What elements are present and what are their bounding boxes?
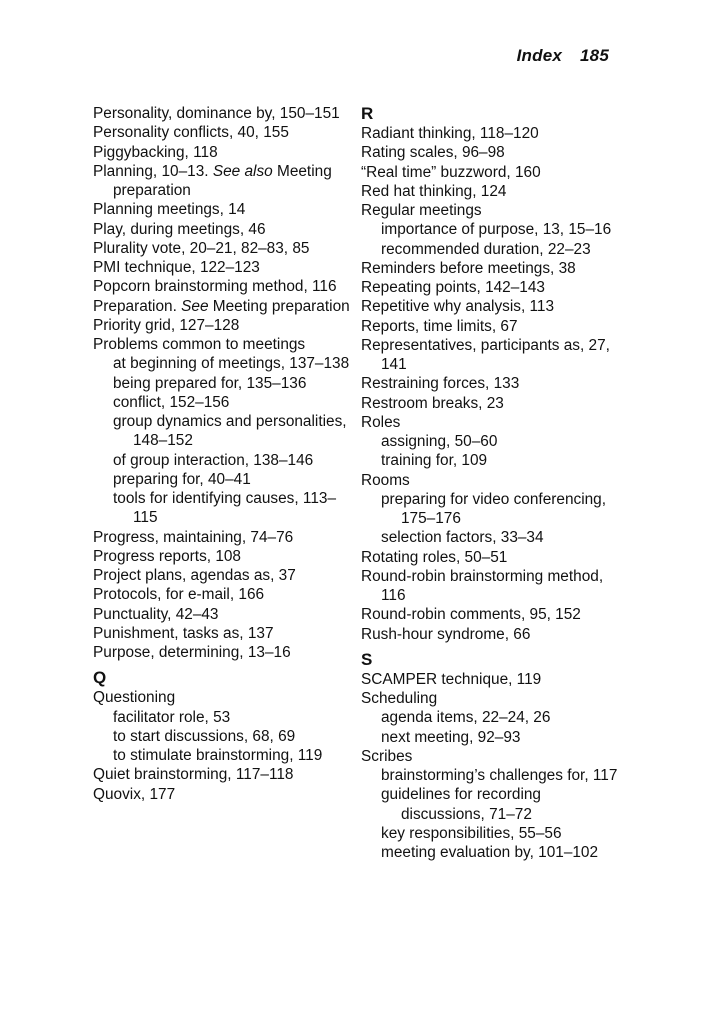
index-subentry: meeting evaluation by, 101–102 <box>381 844 599 861</box>
index-entry: Piggybacking, 118 <box>93 143 218 161</box>
index-entry: Questioning <box>93 689 176 707</box>
index-entry: Planning, 10–13. See also Meeting preparation <box>93 162 332 199</box>
index-entry: PMI technique, 122–123 <box>93 259 260 276</box>
index-entry: Rating scales, 96–98 <box>361 144 505 162</box>
page-number: 185 <box>580 46 609 65</box>
index-subentry: of group interaction, 138–146 <box>113 451 314 469</box>
index-column-left <box>93 104 355 804</box>
index-entry: Round-robin comments, 95, 152 <box>361 606 581 624</box>
index-entry: SCAMPER technique, 119 <box>361 670 542 688</box>
index-subentry: being prepared for, 135–136 <box>113 374 307 392</box>
index-subentry: training for, 109 <box>381 452 488 470</box>
index-letter-heading: S <box>361 649 373 669</box>
index-entry: Restroom breaks, 23 <box>361 394 504 412</box>
index-subentry: agenda items, 22–24, 26 <box>381 709 551 727</box>
see-reference: See <box>181 297 209 315</box>
index-entry: Regular meetings <box>361 202 482 219</box>
index-letter-heading: R <box>361 104 374 123</box>
see-reference: See also <box>212 162 273 180</box>
index-entry: Rush-hour syndrome, 66 <box>361 625 531 643</box>
index-subentry: assigning, 50–60 <box>381 433 498 450</box>
index-entry: Progress reports, 108 <box>93 547 241 565</box>
index-entry: Preparation. See Meeting preparation <box>93 297 350 315</box>
index-subentry: to stimulate brainstorming, 119 <box>113 747 323 764</box>
index-subentry: selection factors, 33–34 <box>381 529 544 547</box>
index-entry: Play, during meetings, 46 <box>93 220 266 238</box>
index-entry: Radiant thinking, 118–120 <box>361 125 539 142</box>
index-subentry: preparing for video conferencing, 175–176 <box>381 490 607 527</box>
index-subentry: facilitator role, 53 <box>113 708 231 726</box>
index-entry: Quovix, 177 <box>93 785 176 803</box>
index-entry: Purpose, determining, 13–16 <box>93 644 291 661</box>
index-subentry: preparing for, 40–41 <box>113 470 251 488</box>
index-subentry: next meeting, 92–93 <box>381 728 521 746</box>
index-subentry: importance of purpose, 13, 15–16 <box>381 221 612 239</box>
index-entry: Priority grid, 127–128 <box>93 316 240 334</box>
index-entry: Quiet brainstorming, 117–118 <box>93 766 294 784</box>
index-subentry: guidelines for recording discussions, 71–72 <box>381 786 541 823</box>
index-letter-heading: Q <box>93 668 107 688</box>
index-entry: Representatives, participants as, 27, 141 <box>361 336 610 373</box>
index-entry: Punishment, tasks as, 137 <box>93 624 274 642</box>
index-entry: Reminders before meetings, 38 <box>361 259 576 277</box>
index-entry: Progress, maintaining, 74–76 <box>93 528 294 546</box>
index-entry: Round-robin brainstorming method, 116 <box>361 567 604 604</box>
index-entry: Project plans, agendas as, 37 <box>93 567 296 584</box>
index-subentry: tools for identifying causes, 113–115 <box>113 490 337 527</box>
index-entry: Plurality vote, 20–21, 82–83, 85 <box>93 239 310 257</box>
index-entry: Scheduling <box>361 690 438 707</box>
index-subentry: key responsibilities, 55–56 <box>381 824 562 842</box>
index-entry: Repetitive why analysis, 113 <box>361 298 555 316</box>
index-subentry: to start discussions, 68, 69 <box>113 727 296 745</box>
index-entry: “Real time” buzzword, 160 <box>361 163 541 181</box>
index-entry: Rotating roles, 50–51 <box>361 548 508 566</box>
index-entry: Protocols, for e-mail, 166 <box>93 586 265 604</box>
index-entry: Planning meetings, 14 <box>93 201 246 219</box>
index-entry: Roles <box>361 413 401 431</box>
index-subentry: conflict, 152–156 <box>113 393 230 411</box>
index-entry: Red hat thinking, 124 <box>361 182 507 200</box>
index-subentry: brainstorming’s challenges for, 117 <box>381 767 618 784</box>
index-entry: Problems common to meetings <box>93 336 306 353</box>
index-entry: Personality conflicts, 40, 155 <box>93 124 289 142</box>
index-subentry: recommended duration, 22–23 <box>381 240 591 258</box>
index-entry: Punctuality, 42–43 <box>93 605 219 623</box>
index-subentry: group dynamics and personalities, 148–152 <box>113 413 347 450</box>
index-entry: Repeating points, 142–143 <box>361 279 545 296</box>
header-title: Index <box>516 46 563 65</box>
index-entry: Reports, time limits, 67 <box>361 317 518 335</box>
index-entry: Restraining forces, 133 <box>361 375 520 393</box>
index-entry: Rooms <box>361 471 410 489</box>
index-subentry: at beginning of meetings, 137–138 <box>113 355 350 373</box>
running-header <box>517 46 609 66</box>
index-entry: Popcorn brainstorming method, 116 <box>93 278 337 296</box>
index-entry: Personality, dominance by, 150–151 <box>93 105 340 122</box>
index-column-right <box>361 104 623 862</box>
index-entry: Scribes <box>361 747 413 765</box>
